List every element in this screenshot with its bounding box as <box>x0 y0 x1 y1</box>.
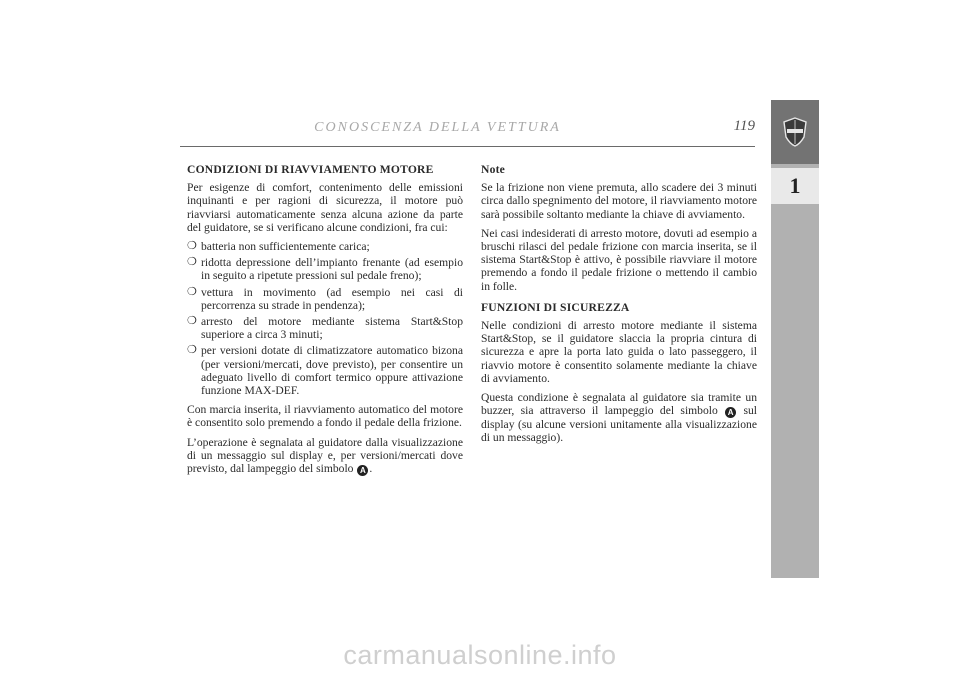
bullet-icon: ❍ <box>187 315 197 328</box>
safety-paragraph-2: Questa condizione è segnalata al guidatore sia tramite un buzzer, sia attraverso il lampeggio del simbolo A sul display (su alcune versioni unitamente alla visualizzazione di un messaggio). <box>481 391 757 445</box>
chapter-side-tab <box>771 100 819 578</box>
page-number: 119 <box>733 118 755 134</box>
list-item: ❍ vettura in movimento (ad esempio nei casi di percorrenza su strade in pendenza); <box>187 285 463 312</box>
signalling-paragraph: L’operazione è segnalata al guidatore dalla visualizzazione di un messaggio sul display e, per versioni/mercati dove previsto, dal lampeggio del simbolo A . <box>187 435 463 476</box>
list-item: ❍ arresto del motore mediante sistema Start&Stop superiore a circa 3 minuti; <box>187 315 463 342</box>
start-stop-symbol-icon: A <box>725 407 736 418</box>
safety-paragraph-1: Nelle condizioni di arresto motore mediante il sistema Start&Stop, se il guidatore slaccia la propria cintura di sicurezza e apre la porta lato guida o lato passeggero, il riavvio motore è consentito solamente mediante la chiave di avviamento. <box>481 319 757 385</box>
lancia-shield-icon <box>782 117 808 147</box>
bullet-icon: ❍ <box>187 344 197 357</box>
watermark: carmanualsonline.info <box>343 640 617 670</box>
bullet-icon: ❍ <box>187 256 197 269</box>
page-header <box>180 118 755 147</box>
note-heading: Note <box>481 163 505 176</box>
bullet-icon: ❍ <box>187 240 197 253</box>
list-item: ❍ per versioni dotate di climatizzatore automatico bizona (per versioni/mercati, dove previsto), per consentire un adeguato livello di comfort termico oppure attivazione funzione MAX-DEF. <box>187 344 463 398</box>
section-title: CONOSCENZA DELLA VETTURA <box>314 120 561 135</box>
chapter-number: 1 <box>771 168 819 204</box>
gear-engaged-paragraph: Con marcia inserita, il riavviamento automatico del motore è consentito solo premendo a fondo il pedale della frizione. <box>187 403 463 430</box>
safety-functions-heading: FUNZIONI DI SICUREZZA <box>481 300 630 314</box>
right-column <box>481 163 757 451</box>
restart-conditions-heading: CONDIZIONI DI RIAVVIAMENTO MOTORE <box>187 163 434 176</box>
restart-intro-paragraph: Per esigenze di comfort, contenimento delle emissioni inquinanti e per ragioni di sicurezza, il motore può riavviarsi automaticamente senza alcuna azione da parte del guidatore, se si verificano alcune condizioni, fra cui: <box>187 181 463 234</box>
left-column <box>187 163 463 482</box>
brand-logo-box <box>771 100 819 164</box>
list-item: ❍ ridotta depressione dell’impianto frenante (ad esempio in seguito a ripetute pressioni sul pedale freno); <box>187 256 463 283</box>
bullet-icon: ❍ <box>187 285 197 298</box>
restart-conditions-list <box>187 240 463 397</box>
start-stop-symbol-icon: A <box>357 465 368 476</box>
list-item: ❍ batteria non sufficientemente carica; <box>187 240 370 254</box>
note-paragraph-1: Se la frizione non viene premuta, allo scadere dei 3 minuti circa dallo spegnimento del motore, il riavviamento motore sarà possibile soltanto mediante la chiave di avviamento. <box>481 181 757 221</box>
note-paragraph-2: Nei casi indesiderati di arresto motore, dovuti ad esempio a bruschi rilasci del pedale frizione con marcia inserita, se il sistema Start&Stop è attivo, è possibile riavviare il motore premendo a fondo il pedale frizione o mettendo il cambio in folle. <box>481 226 757 293</box>
